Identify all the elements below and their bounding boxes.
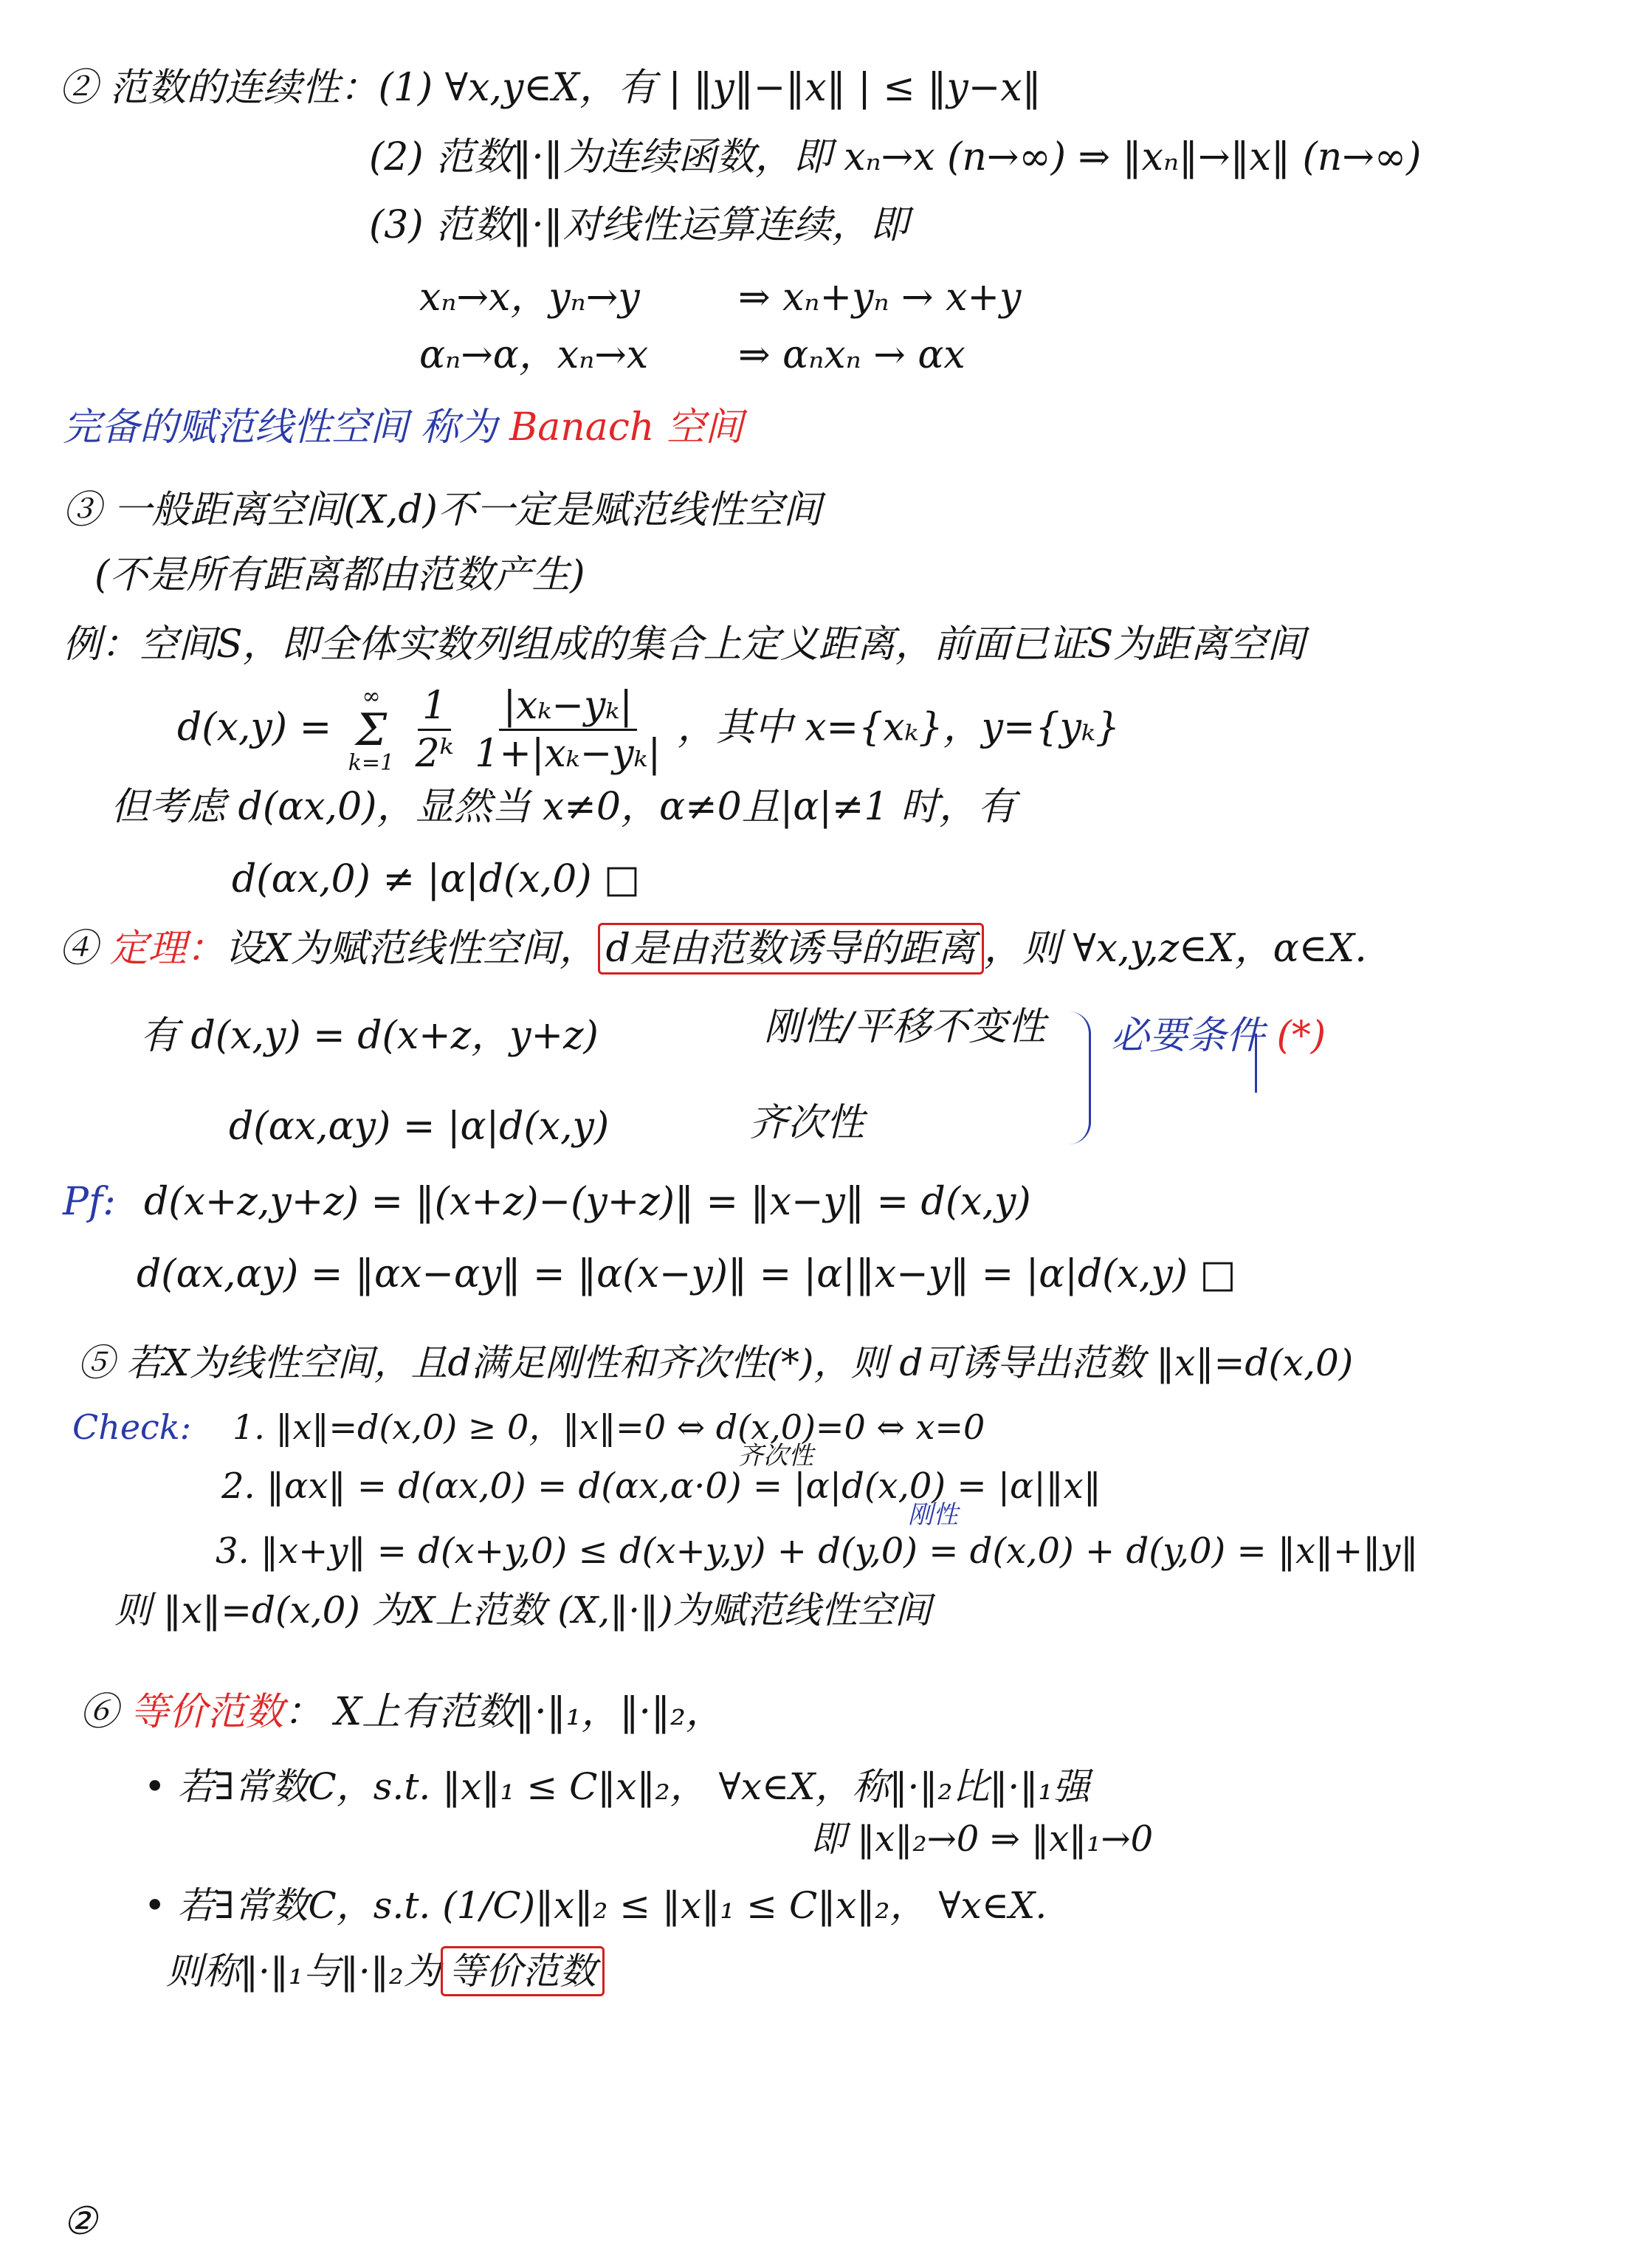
theorem-highlight: d是由范数诱导的距离 xyxy=(598,923,984,975)
fraction-term xyxy=(475,683,661,777)
section-number: ⑥ xyxy=(80,1690,119,1734)
numerator: 1 xyxy=(418,683,451,731)
counter-example: 但考虑 d(αx,0)，显然当 x≠0，α≠0且|α|≠1 时，有 xyxy=(111,785,1016,829)
metric-formula xyxy=(177,683,1120,777)
section-6-text: ： X上有范数‖·‖₁，‖·‖₂， xyxy=(283,1690,724,1734)
proof-line-1: d(x+z,y+z) = ‖(x+z)−(y+z)‖ = ‖x−y‖ = d(x,y) xyxy=(144,1180,1031,1224)
theorem-4 xyxy=(59,926,1367,972)
banach-term: Banach 空间 xyxy=(509,405,743,450)
limit-scalar-left: αₙ→α，xₙ→x xyxy=(419,333,649,377)
proof-label: Pf: xyxy=(63,1180,116,1224)
theorem-text-end: ，则 ∀x,y,z∈X，α∈X. xyxy=(983,927,1367,971)
brace-icon xyxy=(1067,1011,1091,1144)
star-mark: (*) xyxy=(1276,1014,1326,1058)
theorem-text: 设X为赋范线性空间， xyxy=(224,927,598,971)
continuity-item-2: (2) 范数‖·‖为连续函数，即 xₙ→x (n→∞) ⇒ ‖xₙ‖→‖x‖ (n→∞) xyxy=(369,135,1422,179)
banach-text: 完备的赋范线性空间 称为 xyxy=(63,405,498,450)
check-1: 1. ‖x‖=d(x,0) ≥ 0，‖x‖=0 ⇔ d(x,0)=0 ⇔ x=0 xyxy=(233,1407,985,1447)
translation-invariance-eq: 有 d(x,y) = d(x+z，y+z) xyxy=(140,1014,599,1058)
necessary-condition xyxy=(1111,1013,1326,1059)
equivalent-norm-bullet: • 若∃常数C，s.t. (1/C)‖x‖₂ ≤ ‖x‖₁ ≤ C‖x‖₂， ∀x∈X. xyxy=(144,1884,1047,1927)
example-text: 例：空间S，即全体实数列组成的集合上定义距离，前面已证S为距离空间 xyxy=(63,622,1306,667)
sum-upper: ∞ xyxy=(362,683,381,709)
check-3: 3. ‖x+y‖ = d(x+y,0) ≤ d(x+y,y) + d(y,0) = d(x,0) + d(y,0) = ‖x‖+‖y‖ xyxy=(216,1530,1419,1572)
stronger-norm-bullet: • 若∃常数C，s.t. ‖x‖₁ ≤ C‖x‖₂， ∀x∈X，称‖·‖₂比‖·‖₁强 xyxy=(144,1765,1090,1808)
sigma: Σ xyxy=(355,704,388,756)
rigidity-note: 刚性 xyxy=(908,1500,958,1530)
section-6-heading xyxy=(80,1689,724,1735)
continuity-heading: ② 范数的连续性：(1) ∀x,y∈X，有 | ‖y‖−‖x‖ | ≤ ‖y−x‖ xyxy=(59,66,1042,110)
limit-sum-right: ⇒ xₙ+yₙ → x+y xyxy=(738,275,1022,320)
conclusion-text: 则称‖·‖₁与‖·‖₂为 xyxy=(166,1950,441,1993)
section-3-heading: ③ 一般距离空间(X,d)不一定是赋范线性空间 xyxy=(63,488,822,532)
homogeneity-eq: d(αx,αy) = |α|d(x,y) xyxy=(229,1104,610,1149)
homogeneity-note: 齐次性 xyxy=(738,1441,813,1471)
section-5-heading: ⑤ 若X为线性空间，且d满足刚性和齐次性(*)，则 d可诱导出范数 ‖x‖=d(x,0) xyxy=(78,1341,1354,1384)
stronger-norm-note: 即 ‖x‖₂→0 ⇒ ‖x‖₁→0 xyxy=(810,1818,1154,1860)
denominator: 1+|xₖ−yₖ| xyxy=(475,732,661,777)
equivalent-norm-highlight: 等价范数 xyxy=(441,1946,605,1996)
proof-line-2: d(αx,αy) = ‖αx−αy‖ = ‖α(x−y)‖ = |α|‖x−y‖ = |α|d(x,y) □ xyxy=(137,1252,1236,1296)
limit-scalar-right: ⇒ αₙxₙ → αx xyxy=(738,333,965,377)
formula-lhs: d(x,y) = xyxy=(177,705,332,750)
continuity-item-3: (3) 范数‖·‖对线性运算连续，即 xyxy=(369,203,909,247)
banach-definition xyxy=(63,405,743,450)
necessary-label: 必要条件 xyxy=(1111,1014,1265,1058)
check-conclusion: 则 ‖x‖=d(x,0) 为X上范数 (X,‖·‖)为赋范线性空间 xyxy=(114,1589,932,1632)
homogeneity-label: 齐次性 xyxy=(749,1101,865,1145)
translation-invariance-label: 刚性/平移不变性 xyxy=(764,1005,1046,1049)
section-3-note: (不是所有距离都由范数产生) xyxy=(94,553,585,597)
counter-result: d(αx,0) ≠ |α|d(x,0) □ xyxy=(232,857,641,901)
theorem-number: ④ xyxy=(59,927,98,971)
fraction-weight xyxy=(416,683,454,777)
check-label: Check: xyxy=(72,1407,192,1447)
summation xyxy=(348,683,395,776)
numerator: |xₖ−yₖ| xyxy=(499,683,637,731)
check-2: 2. ‖αx‖ = d(αx,0) = d(αx,α·0) = |α|d(x,0) = |α|‖x‖ xyxy=(221,1465,1101,1507)
equivalent-norm-conclusion xyxy=(166,1949,605,1993)
limit-sum-left: xₙ→x，yₙ→y xyxy=(419,275,640,320)
denominator: 2ᵏ xyxy=(415,732,454,777)
page-number: ② xyxy=(63,2199,97,2244)
sum-lower: k=1 xyxy=(348,749,395,776)
equivalent-norm-title: 等价范数 xyxy=(130,1690,284,1734)
formula-rest: ，其中 x={xₖ}，y={yₖ} xyxy=(677,705,1121,750)
theorem-label: 定理： xyxy=(109,927,225,971)
